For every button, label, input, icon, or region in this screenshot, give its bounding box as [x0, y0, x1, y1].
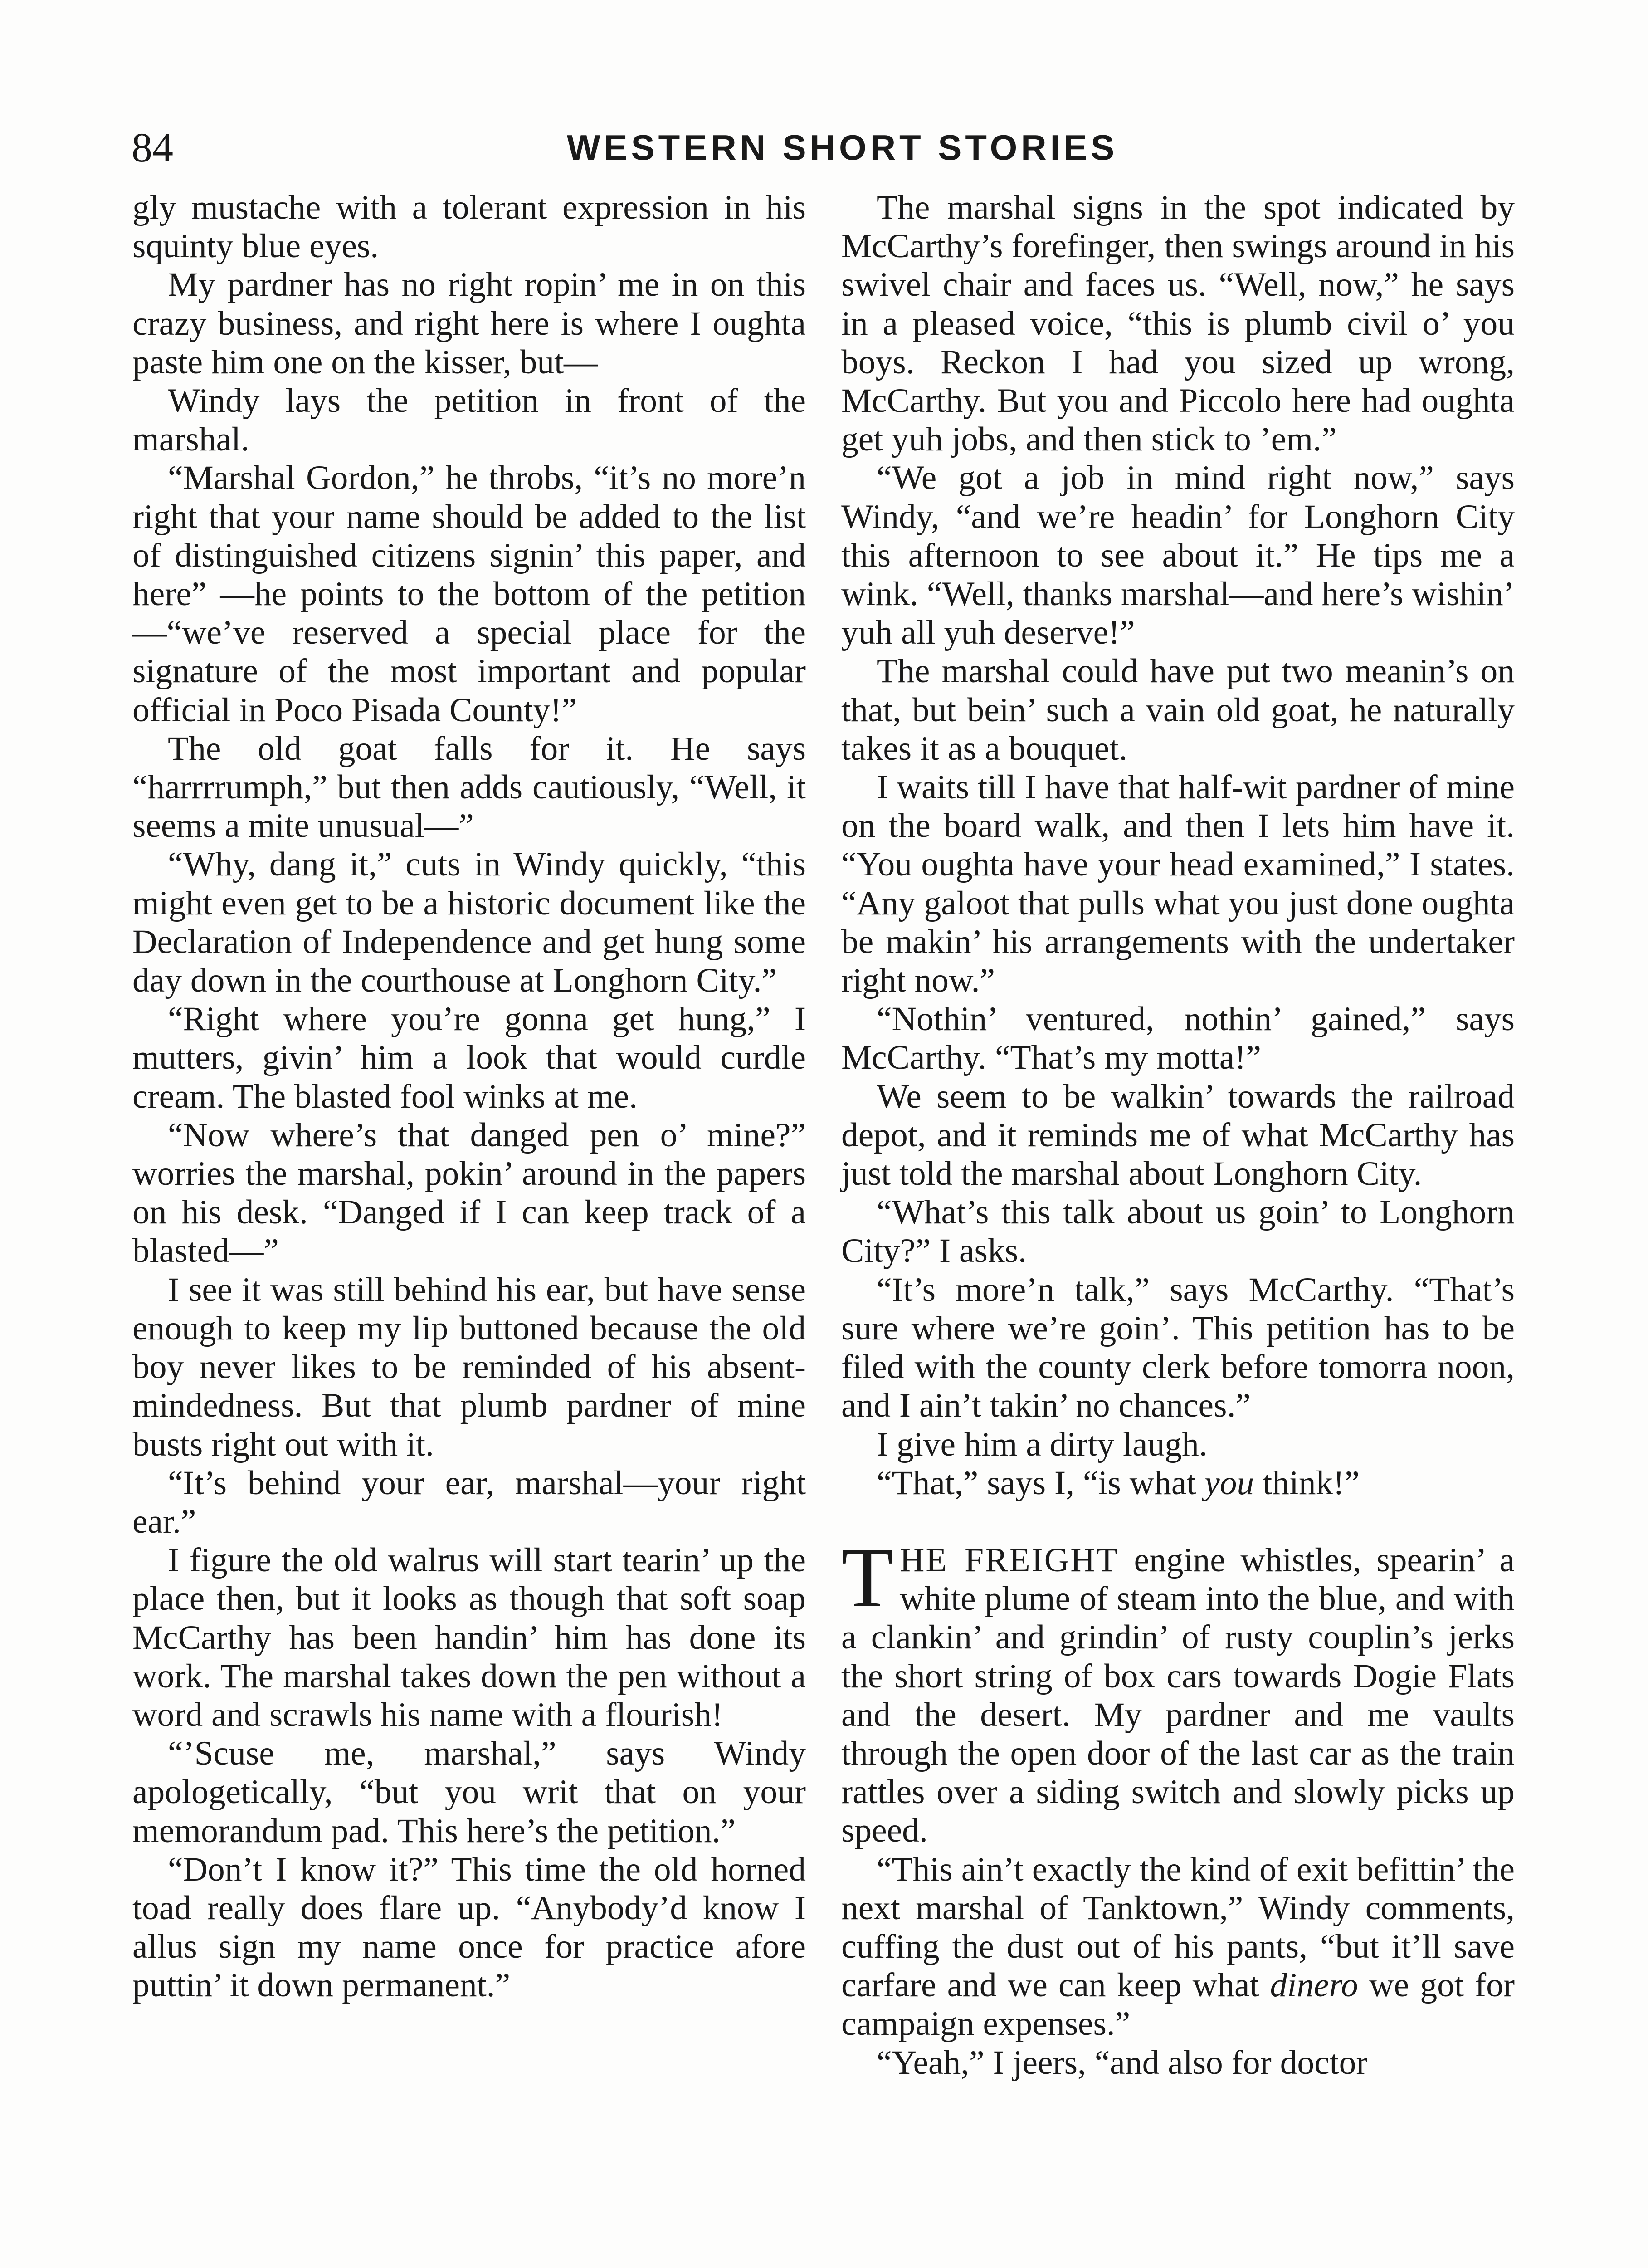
paragraph: The old goat falls for it. He says “harrrrumph,” but then adds cautiously, “Well, it seems a mite unusual—”	[132, 729, 806, 845]
page-header	[132, 122, 1519, 172]
italic-text: dinero	[1270, 1966, 1358, 2004]
paragraph: “It’s behind your ear, marshal—your right ear.”	[132, 1464, 806, 1540]
paragraph: The marshal could have put two meanin’s on that, but bein’ such a vain old goat, he naturally takes it as a bouquet.	[841, 652, 1515, 767]
paragraph: Windy lays the petition in front of the marshal.	[132, 382, 806, 459]
paragraph: My pardner has no right ropin’ me in on this crazy business, and right here is where I oughta paste him one on the kisser, but—	[132, 266, 806, 381]
paragraph: I waits till I have that half-wit pardner of mine on the board walk, and then I lets him have it. “You oughta have your head examined,” I states. “Any galoot that pulls what you just done oughta be makin’ his arrangements with the undertaker right now.”	[841, 768, 1515, 1000]
paragraph	[841, 1850, 1515, 2043]
paragraph: “’Scuse me, marshal,” says Windy apologetically, “but you writ that on your memorandum pad. This here’s the petition.”	[132, 1735, 806, 1850]
italic-text: you	[1204, 1464, 1254, 1502]
small-caps-lead: HE FREIGHT	[899, 1541, 1119, 1579]
paragraph: “Nothin’ ventured, nothin’ gained,” says McCarthy. “That’s my motta!”	[841, 1000, 1515, 1077]
text-run: “This ain’t exactly the kind of exit befittin’ the next marshal of Tanktown,” Windy comments, cuffing the dust out of his pants, “but it’ll save carfare and we can keep what	[841, 1850, 1515, 2004]
paragraph: I see it was still behind his ear, but have sense enough to keep my lip buttoned because the old boy never likes to be reminded of his absent-mindedness. But that plumb pardner of mine busts right out with it.	[132, 1271, 806, 1463]
paragraph: I give him a dirty laugh.	[877, 1425, 1208, 1463]
section-opening-paragraph	[841, 1530, 1515, 1850]
text-run: engine whistles, spearin’ a white plume of steam into the blue, and with a clankin’ and grindin’ of rusty couplin’s jerks the short string of box cars towards Dogie Flats and the desert. My pardner and me vaults through the open door of the last car as the train rattles over a siding switch and slowly picks up speed.	[841, 1541, 1515, 1850]
paragraph: “Yeah,” I jeers, “and also for doctor	[877, 2043, 1368, 2082]
drop-cap: T	[841, 1530, 893, 1625]
page-number: 84	[132, 124, 173, 171]
paragraph: “What’s this talk about us goin’ to Longhorn City?” I asks.	[841, 1193, 1515, 1270]
right-column	[841, 188, 1515, 2082]
paragraph: “Don’t I know it?” This time the old horned toad really does flare up. “Anybody’d know I allus sign my name once for practice afore puttin’ it down permanent.”	[132, 1850, 806, 2004]
paragraph: “It’s more’n talk,” says McCarthy. “That’s sure where we’re goin’. This petition has to be filed with the county clerk before tomorra noon, and I ain’t takin’ no chances.”	[841, 1271, 1515, 1425]
paragraph	[841, 1464, 1515, 1502]
paragraph: gly mustache with a tolerant expression in his squinty blue eyes.	[132, 189, 806, 265]
text-run: think!”	[1254, 1464, 1360, 1502]
text-run: “That,” says I, “is what	[877, 1464, 1205, 1502]
left-column	[132, 188, 806, 2005]
paragraph: “Marshal Gordon,” he throbs, “it’s no more’n right that your name should be added to the list of distinguished citizens signin’ this paper, and here” —he points to the bottom of the petition—“we’ve reserved a special place for the signature of the most important and popular official in Poco Pisada County!”	[132, 459, 806, 729]
paragraph: “Right where you’re gonna get hung,” I mutters, givin’ him a look that would curdle cream. The blasted fool winks at me.	[132, 1000, 806, 1115]
paragraph: “Now where’s that danged pen o’ mine?” worries the marshal, pokin’ around in the papers on his desk. “Danged if I can keep track of a blasted—”	[132, 1116, 806, 1270]
paragraph: The marshal signs in the spot indicated by McCarthy’s forefinger, then swings around in his swivel chair and faces us. “Well, now,” he says in a pleased voice, “this is plumb civil o’ you boys. Reckon I had you sized up wrong, McCarthy. But you and Piccolo here had oughta get yuh jobs, and then stick to ’em.”	[841, 189, 1515, 459]
paragraph: I figure the old walrus will start tearin’ up the place then, but it looks as though that soft soap McCarthy has been handin’ him has done its work. The marshal takes down the pen without a word and scrawls his name with a flourish!	[132, 1541, 806, 1734]
paragraph: “Why, dang it,” cuts in Windy quickly, “this might even get to be a historic document like the Declaration of Independence and get hung some day down in the courthouse at Longhorn City.”	[132, 846, 806, 1000]
paragraph: “We got a job in mind right now,” says Windy, “and we’re headin’ for Longhorn City this afternoon to see about it.” He tips me a wink. “Well, thanks marshal—and here’s wishin’ yuh all yuh deserve!”	[841, 459, 1515, 652]
paragraph: We seem to be walkin’ towards the railroad depot, and it reminds me of what McCarthy has just told the marshal about Longhorn City.	[841, 1077, 1515, 1193]
text-run: we got for campaign expenses.”	[841, 1966, 1515, 2043]
running-head: WESTERN SHORT STORIES	[567, 127, 1118, 167]
